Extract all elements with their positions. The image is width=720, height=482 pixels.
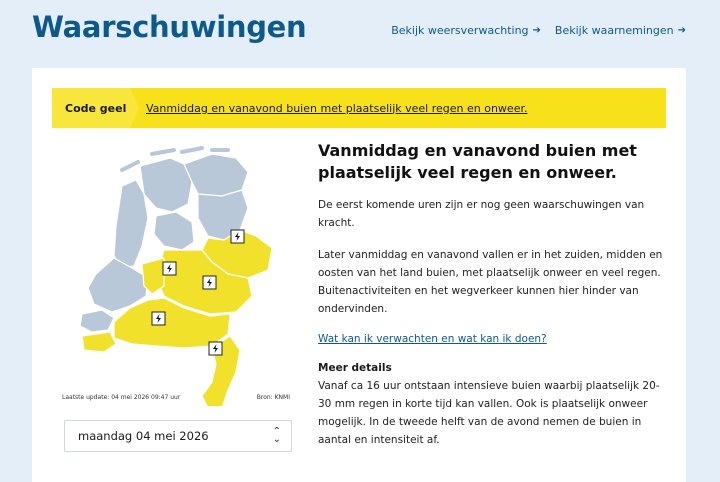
chevron-updown-icon: ⌃ ⌄ [272, 426, 281, 445]
warning-heading: Vanmiddag en vanavond buien met plaatselijk veel regen en onweer. [318, 141, 637, 182]
warning-content [318, 140, 668, 449]
province-friesland [140, 158, 192, 212]
province-flevoland [154, 212, 194, 250]
forecast-link-label: Bekijk weersverwachting [391, 24, 529, 37]
header [0, 0, 720, 66]
province-zeeland-north [80, 310, 114, 332]
observations-link-label: Bekijk waarnemingen [554, 24, 674, 37]
lightning-icon [163, 262, 176, 275]
map-meta [62, 394, 290, 401]
details-heading: Meer details [318, 362, 392, 374]
warning-paragraph-1: De eerst komende uren zijn er nog geen waarschuwingen van kracht. [318, 199, 645, 229]
map-source: Bron: KNMI [256, 394, 290, 401]
details-text: Vanaf ca 16 uur ontstaan intensieve buien waarbij plaatselijk 20-30 mm regen in korte tijd kan vallen. Ook is plaatselijk onweer mogelijk. In de tweede helft van de avond nemen de buien in aantal en intensiteit af. [318, 380, 660, 446]
warning-card [32, 68, 686, 482]
warning-code-badge: Code geel [52, 88, 130, 128]
province-noord-holland [114, 180, 148, 268]
map-last-update: Laatste update: 04 mei 2026 09:47 uur [62, 394, 181, 401]
arrow-right-icon: ➔ [532, 25, 541, 36]
arrow-right-icon: ➔ [677, 25, 686, 36]
province-zeeland-south [82, 332, 116, 352]
date-select-value: maandag 04 mei 2026 [78, 429, 209, 443]
warning-banner [52, 88, 666, 128]
header-links [391, 24, 686, 37]
lightning-icon [203, 276, 216, 289]
lightning-icon [209, 342, 222, 355]
warning-paragraph-2: Later vanmiddag en vanavond vallen er in het zuiden, midden en oosten van het land buien, met plaatselijk onweer en veel regen. Buitenactiviteiten en het wegverkeer kunnen hier hinder van ondervinden. [318, 249, 663, 315]
observations-link[interactable] [555, 24, 686, 37]
province-groningen [184, 154, 248, 196]
lightning-icon [231, 230, 244, 243]
warning-map[interactable] [52, 146, 302, 406]
advice-link[interactable]: Wat kan ik verwachten en wat kan ik doen? [318, 333, 547, 345]
lightning-icon [152, 312, 165, 325]
page-title: Waarschuwingen [32, 10, 307, 44]
forecast-link[interactable] [391, 24, 541, 37]
warning-banner-link[interactable]: Vanmiddag en vanavond buien met plaatselijk veel regen en onweer. [146, 101, 528, 115]
date-select[interactable] [64, 420, 292, 452]
netherlands-map-svg [52, 146, 302, 406]
